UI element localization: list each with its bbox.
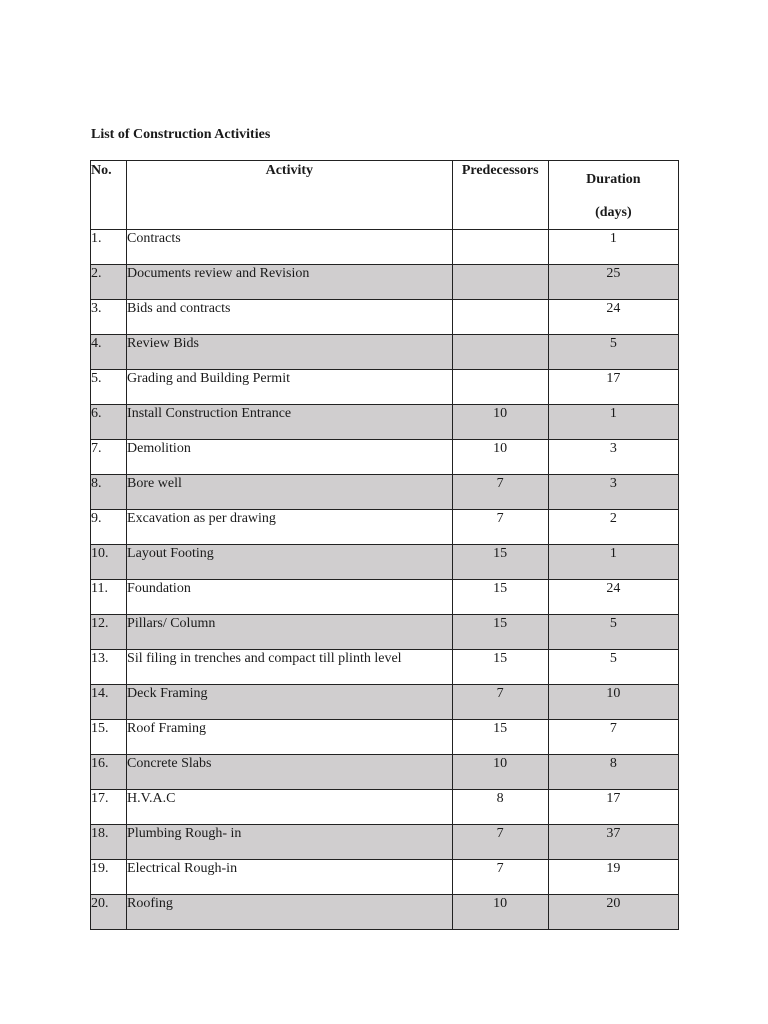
row-duration: 7 — [548, 720, 678, 755]
table-row — [91, 265, 679, 300]
table-row — [91, 790, 679, 825]
row-duration: 17 — [548, 790, 678, 825]
header-duration — [548, 161, 678, 230]
row-activity: Deck Framing — [127, 685, 453, 720]
row-activity: Bore well — [127, 475, 453, 510]
row-predecessors: 7 — [452, 860, 548, 895]
header-no: No. — [91, 161, 127, 230]
row-predecessors: 10 — [452, 440, 548, 475]
row-activity: Demolition — [127, 440, 453, 475]
table-row — [91, 370, 679, 405]
row-activity: Sil filing in trenches and compact till plinth level — [127, 650, 453, 685]
row-number: 19. — [91, 860, 127, 895]
row-duration: 24 — [548, 580, 678, 615]
row-number: 17. — [91, 790, 127, 825]
row-duration: 8 — [548, 755, 678, 790]
row-number: 8. — [91, 475, 127, 510]
row-predecessors — [452, 265, 548, 300]
table-header-row — [91, 161, 679, 230]
row-duration: 25 — [548, 265, 678, 300]
row-number: 5. — [91, 370, 127, 405]
row-number: 2. — [91, 265, 127, 300]
row-predecessors: 15 — [452, 650, 548, 685]
row-predecessors — [452, 230, 548, 265]
row-number: 16. — [91, 755, 127, 790]
table-body — [91, 230, 679, 930]
row-duration: 5 — [548, 335, 678, 370]
table-row — [91, 650, 679, 685]
row-duration: 10 — [548, 685, 678, 720]
row-number: 14. — [91, 685, 127, 720]
row-number: 12. — [91, 615, 127, 650]
table-row — [91, 335, 679, 370]
row-duration: 5 — [548, 650, 678, 685]
row-duration: 2 — [548, 510, 678, 545]
row-predecessors: 7 — [452, 685, 548, 720]
row-duration: 5 — [548, 615, 678, 650]
table-row — [91, 545, 679, 580]
row-activity: Layout Footing — [127, 545, 453, 580]
row-number: 13. — [91, 650, 127, 685]
row-number: 9. — [91, 510, 127, 545]
row-number: 18. — [91, 825, 127, 860]
row-activity: Excavation as per drawing — [127, 510, 453, 545]
row-activity: Roofing — [127, 895, 453, 930]
row-number: 3. — [91, 300, 127, 335]
row-predecessors: 10 — [452, 405, 548, 440]
row-predecessors: 8 — [452, 790, 548, 825]
row-duration: 3 — [548, 475, 678, 510]
row-activity: Electrical Rough-in — [127, 860, 453, 895]
row-number: 6. — [91, 405, 127, 440]
row-duration: 24 — [548, 300, 678, 335]
table-row — [91, 440, 679, 475]
row-number: 4. — [91, 335, 127, 370]
row-duration: 37 — [548, 825, 678, 860]
row-predecessors: 15 — [452, 545, 548, 580]
row-duration: 3 — [548, 440, 678, 475]
row-number: 11. — [91, 580, 127, 615]
row-predecessors: 7 — [452, 825, 548, 860]
row-predecessors: 15 — [452, 720, 548, 755]
row-activity: Roof Framing — [127, 720, 453, 755]
row-activity: Documents review and Revision — [127, 265, 453, 300]
row-predecessors: 15 — [452, 615, 548, 650]
row-predecessors: 15 — [452, 580, 548, 615]
table-row — [91, 755, 679, 790]
row-predecessors — [452, 370, 548, 405]
table-row — [91, 510, 679, 545]
row-predecessors: 10 — [452, 895, 548, 930]
row-activity: Grading and Building Permit — [127, 370, 453, 405]
row-number: 15. — [91, 720, 127, 755]
row-activity: Plumbing Rough- in — [127, 825, 453, 860]
row-number: 1. — [91, 230, 127, 265]
table-row — [91, 685, 679, 720]
row-predecessors: 7 — [452, 475, 548, 510]
row-activity: H.V.A.C — [127, 790, 453, 825]
table-row — [91, 825, 679, 860]
row-activity: Bids and contracts — [127, 300, 453, 335]
row-predecessors: 7 — [452, 510, 548, 545]
table-row — [91, 580, 679, 615]
header-predecessors: Predecessors — [452, 161, 548, 230]
row-activity: Review Bids — [127, 335, 453, 370]
row-activity: Contracts — [127, 230, 453, 265]
construction-activities-table — [90, 160, 679, 930]
table-row — [91, 405, 679, 440]
row-number: 20. — [91, 895, 127, 930]
header-duration-label: Duration — [586, 172, 641, 187]
row-predecessors — [452, 335, 548, 370]
row-number: 7. — [91, 440, 127, 475]
row-number: 10. — [91, 545, 127, 580]
table-row — [91, 475, 679, 510]
table-row — [91, 300, 679, 335]
row-activity: Install Construction Entrance — [127, 405, 453, 440]
table-row — [91, 895, 679, 930]
table-row — [91, 615, 679, 650]
row-duration: 20 — [548, 895, 678, 930]
header-duration-unit: (days) — [595, 205, 632, 220]
row-activity: Concrete Slabs — [127, 755, 453, 790]
row-duration: 1 — [548, 230, 678, 265]
row-duration: 19 — [548, 860, 678, 895]
row-duration: 1 — [548, 405, 678, 440]
header-activity: Activity — [127, 161, 453, 230]
document-title: List of Construction Activities — [91, 127, 271, 142]
row-predecessors — [452, 300, 548, 335]
table-row — [91, 720, 679, 755]
table-row — [91, 860, 679, 895]
row-predecessors: 10 — [452, 755, 548, 790]
row-activity: Foundation — [127, 580, 453, 615]
row-activity: Pillars/ Column — [127, 615, 453, 650]
row-duration: 17 — [548, 370, 678, 405]
table-row — [91, 230, 679, 265]
row-duration: 1 — [548, 545, 678, 580]
